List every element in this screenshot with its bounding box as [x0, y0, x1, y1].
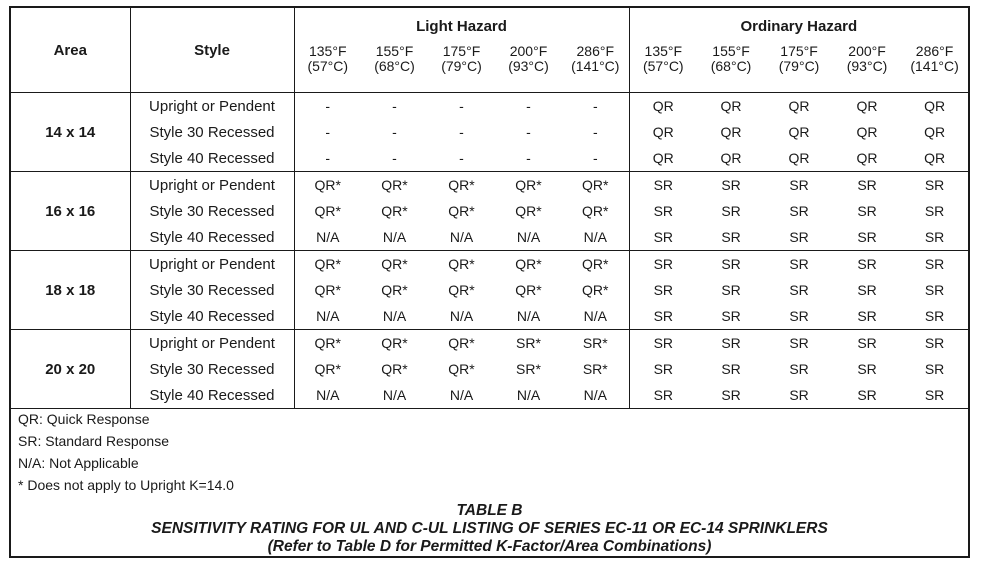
header-temp-ordinary [697, 44, 765, 93]
rating-cell-ordinary: SR [653, 282, 674, 298]
rating-cell-ordinary: QR [629, 145, 697, 172]
rating-cell-light: - [325, 124, 331, 140]
table-row [11, 277, 968, 303]
rating-cell-ordinary: SR [833, 382, 901, 409]
rating-cell-light: QR* [314, 203, 341, 219]
rating-cell-ordinary: SR [924, 203, 945, 219]
area-cell: 20 x 20 [11, 330, 130, 409]
temp-fahrenheit: 286°F [915, 43, 954, 59]
rating-cell-ordinary: SR [629, 224, 697, 251]
rating-cell-ordinary: SR [721, 256, 741, 272]
rating-cell-light: - [392, 124, 397, 140]
rating-cell-ordinary: SR [629, 303, 697, 330]
rating-cell-light: - [361, 145, 428, 172]
caption-subtitle: SENSITIVITY RATING FOR UL AND C-UL LISTING OF SERIES EC-11 OR EC-14 SPRINKLERS [151, 520, 828, 537]
rating-cell-light: - [562, 145, 629, 172]
style-cell: Upright or Pendent [130, 172, 294, 199]
rating-cell-light: SR* [562, 356, 629, 382]
rating-cell-ordinary: SR [697, 382, 765, 409]
rating-cell-ordinary: SR [653, 203, 674, 219]
rating-cell-light: QR* [562, 198, 629, 224]
rating-cell-light: N/A [361, 382, 428, 409]
table-row [11, 356, 968, 382]
header-style: Style [130, 8, 294, 93]
caption-note: (Refer to Table D for Permitted K-Factor/Area Combinations) [267, 538, 712, 555]
rating-cell-light: - [562, 93, 629, 120]
rating-cell-light: N/A [361, 224, 428, 251]
rating-cell-light: QR* [314, 177, 341, 193]
style-cell: Style 30 Recessed [130, 198, 294, 224]
rating-cell-light: - [526, 124, 531, 140]
style-cell: Style 30 Recessed [130, 119, 294, 145]
rating-cell-ordinary: SR [857, 256, 877, 272]
temp-fahrenheit: 155°F [375, 43, 414, 59]
table-row [11, 119, 968, 145]
rating-cell-light: N/A [562, 303, 629, 330]
rating-cell-light: SR* [516, 361, 541, 377]
rating-cell-light: QR* [448, 282, 475, 298]
temp-fahrenheit: 175°F [780, 43, 818, 59]
table-frame [9, 6, 970, 558]
rating-cell-ordinary: SR [789, 203, 809, 219]
area-cell: 14 x 14 [11, 93, 130, 172]
legend-item-qr: QR: Quick Response [18, 411, 150, 427]
table-row [11, 93, 968, 120]
rating-cell-ordinary: SR [697, 303, 765, 330]
temp-fahrenheit: 286°F [576, 43, 615, 59]
rating-cell-ordinary: SR [653, 361, 674, 377]
rating-cell-ordinary: QR [652, 124, 674, 140]
rating-cell-ordinary: QR [856, 98, 878, 114]
temp-fahrenheit: 135°F [308, 43, 347, 59]
style-cell: Style 40 Recessed [130, 382, 294, 409]
table-row [11, 303, 968, 330]
table-row [11, 251, 968, 278]
rating-cell-ordinary: SR [924, 361, 945, 377]
rating-cell-light: QR* [381, 335, 408, 351]
legend-item-footnote: * Does not apply to Upright K=14.0 [18, 477, 234, 493]
rating-cell-ordinary: SR [924, 256, 945, 272]
rating-cell-light: QR* [515, 177, 542, 193]
rating-cell-light: QR* [562, 277, 629, 303]
header-temp-light [428, 44, 495, 93]
rating-cell-ordinary: SR [789, 335, 809, 351]
rating-cell-ordinary: QR [833, 145, 901, 172]
rating-cell-ordinary: SR [789, 282, 809, 298]
rating-cell-light: QR* [314, 256, 341, 272]
rating-cell-ordinary: SR [721, 282, 741, 298]
style-cell: Upright or Pendent [130, 93, 294, 120]
rating-cell-ordinary: SR [789, 256, 809, 272]
rating-cell-light: N/A [294, 382, 361, 409]
rating-cell-ordinary: SR [857, 361, 877, 377]
rating-cell-light: N/A [361, 303, 428, 330]
header-temp-ordinary [901, 44, 968, 93]
rating-cell-light: - [526, 98, 531, 114]
table-header [11, 8, 968, 93]
table-row [11, 145, 968, 172]
rating-cell-light: QR* [381, 256, 408, 272]
rating-cell-ordinary: SR [629, 382, 697, 409]
style-cell: Style 30 Recessed [130, 356, 294, 382]
temp-celsius: (79°C) [441, 58, 482, 74]
rating-cell-ordinary: SR [857, 177, 877, 193]
area-cell: 16 x 16 [11, 172, 130, 251]
rating-cell-ordinary: SR [721, 177, 741, 193]
rating-cell-ordinary: SR [857, 203, 877, 219]
header-temp-light [361, 44, 428, 93]
temp-celsius: (141°C) [571, 58, 620, 74]
temp-fahrenheit: 200°F [509, 43, 548, 59]
rating-cell-ordinary: SR [653, 256, 674, 272]
rating-cell-light: QR* [381, 361, 408, 377]
rating-cell-light: QR* [562, 251, 629, 278]
rating-cell-light: QR* [314, 361, 341, 377]
rating-cell-light: - [459, 124, 464, 140]
style-cell: Style 40 Recessed [130, 303, 294, 330]
rating-cell-ordinary: SR [901, 224, 968, 251]
temp-fahrenheit: 175°F [442, 43, 481, 59]
rating-cell-light: QR* [381, 203, 408, 219]
rating-cell-light: N/A [294, 224, 361, 251]
rating-cell-light: N/A [495, 303, 562, 330]
temp-celsius: (141°C) [910, 58, 959, 74]
rating-cell-ordinary: SR [789, 361, 809, 377]
rating-cell-ordinary: SR [901, 382, 968, 409]
header-temp-light [294, 44, 361, 93]
rating-cell-ordinary: SR [721, 203, 741, 219]
rating-cell-ordinary: QR [720, 98, 742, 114]
rating-cell-light: QR* [448, 256, 475, 272]
rating-cell-light: N/A [294, 303, 361, 330]
legend-item-na: N/A: Not Applicable [18, 455, 139, 471]
temp-celsius: (68°C) [374, 58, 415, 74]
style-cell: Style 30 Recessed [130, 277, 294, 303]
table-caption [11, 502, 968, 556]
rating-cell-ordinary: QR [697, 145, 765, 172]
legend-item-sr: SR: Standard Response [18, 433, 169, 449]
temp-fahrenheit: 155°F [712, 43, 750, 59]
temp-celsius: (79°C) [778, 58, 820, 74]
rating-cell-light: - [495, 145, 562, 172]
rating-cell-light: - [562, 119, 629, 145]
rating-cell-light: QR* [381, 282, 408, 298]
header-light-hazard: Light Hazard [294, 8, 629, 44]
rating-cell-light: QR* [515, 203, 542, 219]
table-body [11, 93, 968, 409]
rating-cell-ordinary: QR [924, 98, 946, 114]
temp-celsius: (93°C) [508, 58, 549, 74]
rating-cell-ordinary: QR [788, 124, 810, 140]
header-temp-ordinary [833, 44, 901, 93]
rating-cell-ordinary: SR [721, 335, 741, 351]
rating-cell-ordinary: SR [653, 335, 674, 351]
rating-cell-light: N/A [562, 224, 629, 251]
rating-cell-ordinary: SR [833, 224, 901, 251]
rating-cell-light: - [294, 145, 361, 172]
rating-cell-ordinary: QR [901, 145, 968, 172]
table-row [11, 198, 968, 224]
rating-cell-light: N/A [428, 303, 495, 330]
table-row [11, 172, 968, 199]
rating-cell-ordinary: SR [789, 177, 809, 193]
rating-cell-light: N/A [495, 382, 562, 409]
rating-cell-ordinary: QR [856, 124, 878, 140]
rating-cell-light: QR* [381, 177, 408, 193]
rating-cell-ordinary: SR [901, 303, 968, 330]
style-cell: Style 40 Recessed [130, 145, 294, 172]
rating-cell-light: QR* [515, 282, 542, 298]
header-temp-ordinary [765, 44, 833, 93]
rating-cell-light: SR* [562, 330, 629, 357]
legend [18, 408, 234, 496]
rating-cell-ordinary: SR [924, 177, 945, 193]
rating-cell-ordinary: SR [833, 303, 901, 330]
rating-cell-ordinary: SR [653, 177, 674, 193]
rating-cell-light: QR* [314, 282, 341, 298]
style-cell: Upright or Pendent [130, 330, 294, 357]
rating-cell-light: N/A [428, 382, 495, 409]
temp-celsius: (57°C) [642, 58, 684, 74]
rating-cell-light: - [325, 98, 331, 114]
rating-cell-ordinary: SR [721, 361, 741, 377]
rating-cell-light: QR* [448, 177, 475, 193]
rating-cell-ordinary: SR [924, 282, 945, 298]
rating-cell-ordinary: SR [765, 224, 833, 251]
temp-fahrenheit: 135°F [644, 43, 683, 59]
rating-cell-light: QR* [448, 361, 475, 377]
caption-title: TABLE B [456, 502, 523, 519]
rating-cell-ordinary: QR [720, 124, 742, 140]
rating-cell-light: - [428, 145, 495, 172]
rating-cell-ordinary: QR [652, 98, 674, 114]
rating-cell-light: N/A [428, 224, 495, 251]
style-cell: Style 40 Recessed [130, 224, 294, 251]
rating-cell-light: N/A [562, 382, 629, 409]
style-cell: Upright or Pendent [130, 251, 294, 278]
rating-cell-light: QR* [448, 203, 475, 219]
rating-cell-ordinary: SR [765, 303, 833, 330]
rating-cell-light: QR* [314, 335, 341, 351]
header-temp-light [495, 44, 562, 93]
temp-celsius: (68°C) [710, 58, 752, 74]
table-row [11, 330, 968, 357]
rating-cell-light: - [459, 98, 464, 114]
rating-cell-light: QR* [562, 172, 629, 199]
header-area: Area [11, 8, 130, 93]
rating-cell-ordinary: SR [765, 382, 833, 409]
rating-cell-light: QR* [515, 256, 542, 272]
rating-cell-light: QR* [448, 335, 475, 351]
table-row [11, 382, 968, 409]
rating-cell-ordinary: QR [788, 98, 810, 114]
rating-cell-ordinary: SR [924, 335, 945, 351]
rating-cell-ordinary: QR [924, 124, 946, 140]
temp-fahrenheit: 200°F [848, 43, 886, 59]
rating-cell-light: - [392, 98, 397, 114]
rating-cell-ordinary: QR [765, 145, 833, 172]
rating-cell-light: N/A [495, 224, 562, 251]
sensitivity-table [11, 8, 968, 409]
area-cell: 18 x 18 [11, 251, 130, 330]
header-temp-light [562, 44, 629, 93]
table-row [11, 224, 968, 251]
rating-cell-light: SR* [516, 335, 541, 351]
rating-cell-ordinary: SR [857, 335, 877, 351]
rating-cell-ordinary: SR [857, 282, 877, 298]
header-temp-ordinary [629, 44, 697, 93]
temp-celsius: (57°C) [307, 58, 349, 74]
temp-celsius: (93°C) [846, 58, 888, 74]
rating-cell-ordinary: SR [697, 224, 765, 251]
header-ordinary-hazard: Ordinary Hazard [740, 17, 858, 35]
